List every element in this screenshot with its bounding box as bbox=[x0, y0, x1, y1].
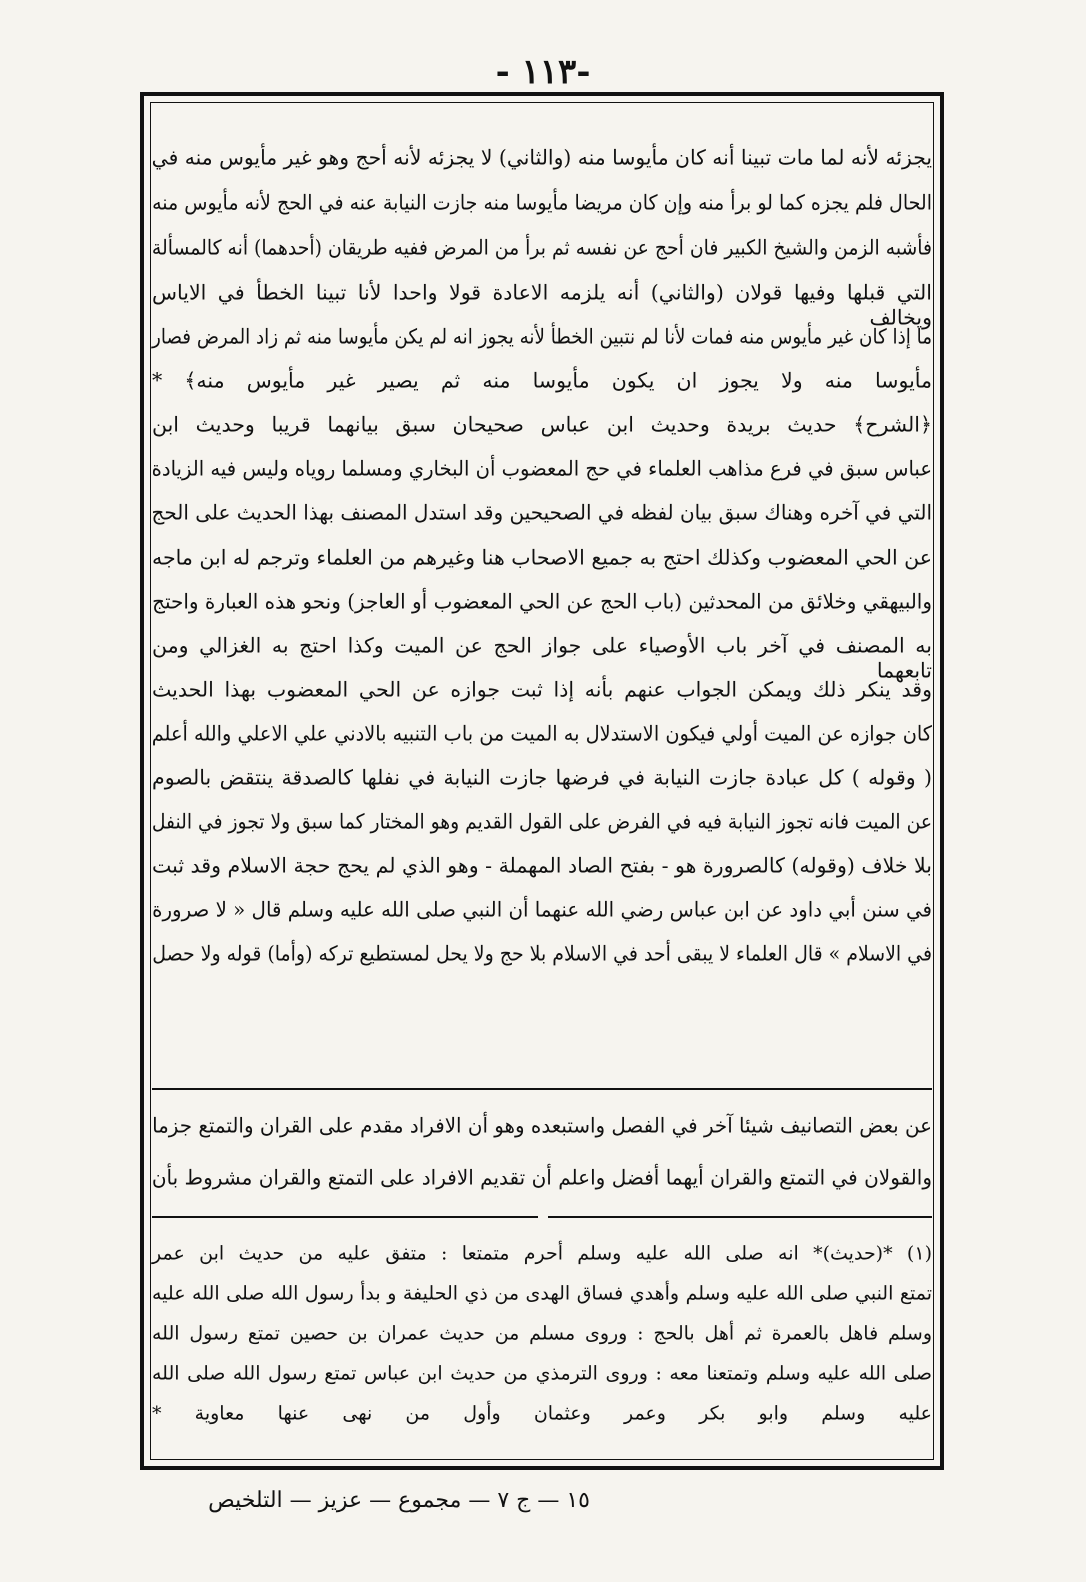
footnote-line: عليه وسلم وابو بكر وعمر وعثمان وأول من نهى عنها معاوية * bbox=[152, 1402, 932, 1425]
text-line: والبيهقي وخلائق من المحدثين (باب الحج عن الحي المعضوب أو العاجز) ونحو هذه العبارة واحتج bbox=[152, 589, 932, 614]
footnote-line: صلى الله عليه وسلم وتمتعنا معه : وروى الترمذي من حديث ابن عباس تمتع رسول الله صلى الله bbox=[152, 1362, 932, 1385]
text-line: به المصنف في آخر باب الأوصياء على جواز الحج عن الميت وكذا احتج به الغزالي ومن تابعهما bbox=[152, 633, 932, 683]
text-line: عن بعض التصانيف شيئا آخر في الفصل واستبعده وهو أن الافراد مقدم على القران والتمتع جزما bbox=[152, 1113, 932, 1138]
text-line: فأشبه الزمن والشيخ الكبير فان أحج عن نفسه ثم برأ من المرض ففيه طريقان (أحدهما) أنه كالمسألة bbox=[151, 235, 932, 260]
footnote-line: (١) *(حديث)* انه صلى الله عليه وسلم أحرم متمتعا : متفق عليه من حديث ابن عمر bbox=[152, 1242, 932, 1265]
text-line: في سنن أبي داود عن ابن عباس رضي الله عنهما أن النبي صلى الله عليه وسلم قال « لا صرورة bbox=[152, 897, 932, 922]
text-line: الحال فلم يجزه كما لو برأ منه وإن كان مريضا مأيوسا منه جازت النيابة عنه في الحج لأنه مأيوس منه bbox=[152, 190, 932, 215]
text-line: عباس سبق في فرع مذاهب العلماء في حج المعضوب أن البخاري ومسلما روياه وليس فيه الزيادة bbox=[151, 456, 932, 481]
footnote-line: تمتع النبي صلى الله عليه وسلم وأهدي فساق الهدى من ذي الحليفة و بدأ رسول الله صلى الله عليه bbox=[152, 1282, 932, 1305]
text-line: كان جوازه عن الميت أولي فيكون الاستدلال به الميت من باب التنبيه بالادني علي الاعلي والله أعلم bbox=[151, 721, 932, 746]
footnote-line: وسلم فاهل بالعمرة ثم أهل بالحج : وروى مسلم من حديث عمران بن حصين تمتع رسول الله bbox=[152, 1322, 932, 1345]
text-line: عن الحي المعضوب وكذلك احتج به جميع الاصحاب هنا وغيرهم من العلماء وترجم له ابن ماجه bbox=[152, 545, 932, 570]
text-line: وقد ينكر ذلك ويمكن الجواب عنهم بأنه إذا ثبت جوازه عن الحي المعضوب بهذا الحديث bbox=[152, 677, 932, 702]
text-line: يجزئه لأنه لما مات تبينا أنه كان مأيوسا منه (والثاني) لا يجزئه لأنه أحج وهو غير مأيوس منه في bbox=[151, 145, 933, 170]
text-line: ما إذا كان غير مأيوس منه فمات لأنا لم نتبين الخطأ لأنه يجوز انه لم يكن مأيوسا منه ثم زاد المرض فصار bbox=[152, 324, 932, 349]
page-number: - ١١٣- bbox=[495, 52, 591, 92]
footnote-text bbox=[152, 0, 932, 1582]
signature-footer: ١٥ — ج ٧ — مجموع — عزيز — التلخيص bbox=[208, 1488, 590, 1513]
text-line: التي قبلها وفيها قولان (والثاني) أنه يلزمه الاعادة قولا واحدا لأنا تبينا الخطأ في الاياس ويخالف bbox=[152, 280, 932, 330]
text-line: بلا خلاف (وقوله) كالصرورة هو - بفتح الصاد المهملة - وهو الذي لم يحج حجة الاسلام وقد ثبت bbox=[152, 853, 932, 878]
text-line: ( وقوله ) كل عبادة جازت النيابة في فرضها جازت النيابة في نفلها كالصدقة ينتقض بالصوم bbox=[152, 765, 932, 790]
text-line: مأيوسا منه ولا يجوز ان يكون مأيوسا منه ثم يصير غير مأيوس منه﴾ * bbox=[152, 368, 932, 393]
text-line: والقولان في التمتع والقران أيهما أفضل واعلم أن تقديم الافراد على التمتع والقران مشروط بأن bbox=[151, 1165, 932, 1190]
text-line: ﴿الشرح﴾ حديث بريدة وحديث ابن عباس صحيحان سبق بيانهما قريبا وحديث ابن bbox=[152, 412, 932, 437]
text-line: في الاسلام » قال العلماء لا يبقى أحد في الاسلام بلا حج ولا يحل لمستطيع تركه (وأما) قوله ولا حصل bbox=[152, 941, 933, 966]
text-line: التي في آخره وهناك سبق بيان لفظه في الصحيحين وقد استدل المصنف بهذا الحديث على الحج bbox=[151, 500, 933, 525]
text-line: عن الميت فانه تجوز النيابة فيه في الفرض على القول القديم وهو المختار كما سبق ولا تجوز في النفل bbox=[151, 809, 932, 834]
